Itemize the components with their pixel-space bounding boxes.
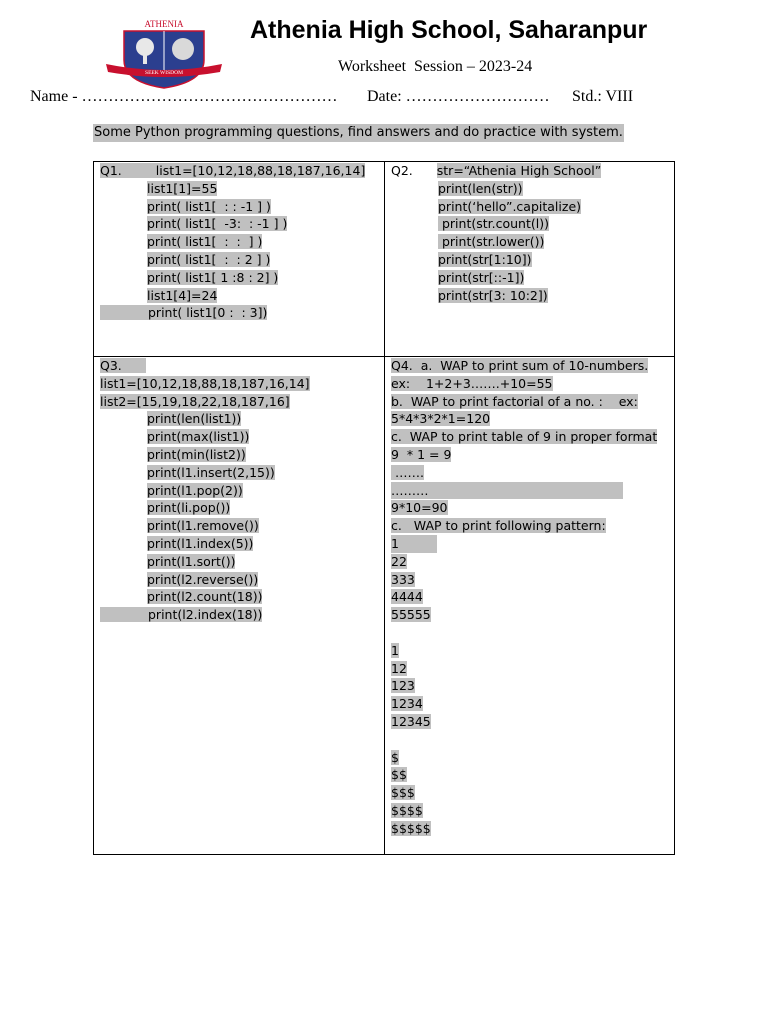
q4-text-line-text: 12345 bbox=[391, 713, 431, 729]
q4-text-line-text: $$$$ bbox=[391, 802, 423, 818]
q3-code-lines bbox=[100, 410, 380, 606]
q2-string-definition: str=“Athenia High School” bbox=[436, 163, 602, 178]
q3-code-line-text: print(min(list2)) bbox=[147, 446, 246, 462]
q4-text-line bbox=[391, 606, 671, 624]
q3-code-line bbox=[100, 571, 380, 589]
q4-text-line bbox=[391, 428, 671, 446]
q4-text-line bbox=[391, 464, 671, 482]
q4-text-line-text: $$$ bbox=[391, 785, 415, 801]
q2-code-line bbox=[391, 287, 671, 305]
school-logo bbox=[104, 18, 224, 90]
grid-vertical-divider bbox=[384, 162, 385, 854]
q1-code-line bbox=[100, 215, 380, 233]
name-field[interactable]: Name - ………………………………………… bbox=[30, 88, 338, 105]
q4-text-line bbox=[391, 660, 671, 678]
date-field[interactable]: Date: ……………………… bbox=[367, 88, 550, 105]
q4-text-line bbox=[391, 410, 671, 428]
q4-text-line bbox=[391, 731, 671, 749]
q4-text-line bbox=[391, 677, 671, 695]
q3-list2-definition: list2=[15,19,18,22,18,187,16] bbox=[100, 393, 290, 409]
q4-text-line-text: 55555 bbox=[391, 607, 431, 623]
q4-text-line-text: b. WAP to print factorial of a no. : ex: bbox=[391, 393, 638, 409]
q4-text-line-text: Q4. a. WAP to print sum of 10-numbers. bbox=[391, 358, 649, 373]
q3-code-line-text: print(l1.remove()) bbox=[147, 518, 259, 534]
q3-code-line bbox=[100, 464, 380, 482]
q3-code-line-text: print(l1.pop(2)) bbox=[147, 482, 243, 498]
q1-last-line: print( list1[0 : : 3]) bbox=[100, 305, 267, 320]
instructions: Some Python programming questions, find answers and do practice with system. bbox=[94, 125, 623, 140]
q2-code-line bbox=[391, 198, 671, 216]
q3-code-line bbox=[100, 428, 380, 446]
logo-motto: SEEK WISDOM bbox=[145, 70, 183, 76]
q1-code-line-text: print( list1[ 1 :8 : 2] ) bbox=[147, 269, 279, 285]
school-title: Athenia High School, Saharanpur bbox=[250, 16, 648, 44]
q1-label: Q1. bbox=[100, 163, 122, 178]
q3-label: Q3. bbox=[100, 358, 146, 373]
std-field: Std.: VIII bbox=[572, 88, 634, 105]
q2-code-lines bbox=[391, 180, 671, 305]
q3-code-line bbox=[100, 446, 380, 464]
q4-text-line bbox=[391, 393, 671, 411]
q4-text-line bbox=[391, 482, 671, 500]
q4-text-line bbox=[391, 766, 671, 784]
q4-text-line-text: 123 bbox=[391, 678, 415, 694]
q3-last-line: print(l2.index(18)) bbox=[100, 607, 262, 622]
q1-code-line-text: print( list1[ : : -1 ] ) bbox=[147, 198, 271, 214]
q4-text-line-text: ……. bbox=[391, 464, 424, 480]
q4-text-line-text: 12 bbox=[391, 660, 407, 676]
q3-code-line bbox=[100, 482, 380, 500]
q4-text-line-text: 4444 bbox=[391, 589, 423, 605]
question-grid bbox=[93, 161, 675, 855]
q1-code-line bbox=[100, 180, 380, 198]
q2-code-line-text: print(str[::-1]) bbox=[438, 269, 525, 285]
worksheet-subtitle: Worksheet Session – 2023-24 bbox=[338, 58, 533, 75]
q3-code-line-text: print(li.pop()) bbox=[147, 500, 231, 516]
q2-code-line bbox=[391, 180, 671, 198]
q4-text-line-text: c. WAP to print table of 9 in proper format bbox=[391, 429, 658, 445]
q4-text-line bbox=[391, 695, 671, 713]
q2-code-line bbox=[391, 269, 671, 287]
q3-code-line bbox=[100, 517, 380, 535]
q4-text-line bbox=[391, 357, 671, 375]
q3-code-line bbox=[100, 553, 380, 571]
q1-code-line bbox=[100, 198, 380, 216]
q4-text-line bbox=[391, 375, 671, 393]
q4-text-line-text: ex: 1+2+3…….+10=55 bbox=[391, 375, 553, 391]
q3-code-line-text: print(l2.reverse()) bbox=[147, 571, 259, 587]
q4-text-line bbox=[391, 642, 671, 660]
q4-text-line bbox=[391, 749, 671, 767]
question-2 bbox=[391, 162, 671, 304]
q4-text-line-text: 9*10=90 bbox=[391, 500, 448, 516]
q1-code-line-text: print( list1[ -3: : -1 ] ) bbox=[147, 216, 288, 232]
q1-code-line-text: print( list1[ : : ] ) bbox=[147, 234, 263, 250]
q3-code-line bbox=[100, 535, 380, 553]
q3-code-line-text: print(max(list1)) bbox=[147, 429, 250, 445]
q3-code-line-text: print(l1.sort()) bbox=[147, 553, 236, 569]
q2-code-line-text: print(‘hello”.capitalize) bbox=[438, 198, 582, 214]
q1-code-line-text: list1[4]=24 bbox=[147, 287, 218, 303]
q2-code-line-text: print(len(str)) bbox=[438, 180, 523, 196]
q4-text-line-text: 22 bbox=[391, 553, 407, 569]
q4-text-line-text: $$ bbox=[391, 767, 407, 783]
q4-text-line-text: 5*4*3*2*1=120 bbox=[391, 411, 491, 427]
q2-code-line-text: print(str[1:10]) bbox=[438, 251, 532, 267]
question-1 bbox=[100, 162, 380, 322]
q1-code-line bbox=[100, 251, 380, 269]
q4-text-line bbox=[391, 571, 671, 589]
q1-code-lines bbox=[100, 180, 380, 305]
q4-text-line-text: 9 * 1 = 9 bbox=[391, 446, 452, 462]
q2-code-line-text: print(str.count(l)) bbox=[438, 216, 549, 232]
q4-text-line-text: 1234 bbox=[391, 696, 423, 712]
q3-code-line bbox=[100, 588, 380, 606]
q4-lines bbox=[391, 357, 671, 838]
q1-code-line-text: print( list1[ : : 2 ] ) bbox=[147, 251, 271, 267]
q4-text-line-text: $$$$$ bbox=[391, 820, 431, 836]
q3-code-line-text: print(l2.count(18)) bbox=[147, 589, 263, 605]
q4-text-line bbox=[391, 553, 671, 571]
q1-list-definition: list1=[10,12,18,88,18,187,16,14] bbox=[155, 163, 366, 178]
q1-code-line bbox=[100, 233, 380, 251]
question-4 bbox=[391, 357, 671, 838]
q1-code-line bbox=[100, 287, 380, 305]
q4-text-line bbox=[391, 802, 671, 820]
q1-code-line bbox=[100, 269, 380, 287]
q4-text-line-text: ……… bbox=[391, 482, 623, 500]
q4-text-line-text: $ bbox=[391, 749, 399, 765]
q2-code-line bbox=[391, 215, 671, 233]
q4-text-line bbox=[391, 446, 671, 464]
q3-list1-definition: list1=[10,12,18,88,18,187,16,14] bbox=[100, 375, 310, 391]
q3-code-line bbox=[100, 410, 380, 428]
q4-text-line bbox=[391, 820, 671, 838]
q3-code-line bbox=[100, 499, 380, 517]
q3-code-line-text: print(l1.index(5)) bbox=[147, 535, 254, 551]
q2-code-line-text: print(str[3: 10:2]) bbox=[438, 287, 548, 303]
question-3 bbox=[100, 357, 380, 624]
q4-text-line bbox=[391, 784, 671, 802]
q2-code-line bbox=[391, 251, 671, 269]
q3-code-line-text: print(len(list1)) bbox=[147, 411, 242, 427]
q3-code-line-text: print(l1.insert(2,15)) bbox=[147, 464, 275, 480]
q4-text-line bbox=[391, 624, 671, 642]
q4-text-line-text: c. WAP to print following pattern: bbox=[391, 518, 606, 534]
q4-text-line-text: 333 bbox=[391, 571, 415, 587]
q4-text-line bbox=[391, 499, 671, 517]
q2-code-line-text: print(str.lower()) bbox=[438, 234, 545, 250]
logo-text: ATHENIA bbox=[144, 19, 184, 29]
q4-text-line bbox=[391, 588, 671, 606]
q4-text-line bbox=[391, 535, 671, 553]
q2-label: Q2. bbox=[391, 163, 413, 178]
q4-text-line bbox=[391, 713, 671, 731]
q1-code-line-text: list1[1]=55 bbox=[147, 180, 218, 196]
q4-text-line-text: 1 bbox=[391, 642, 399, 658]
q4-text-line bbox=[391, 517, 671, 535]
q2-code-line bbox=[391, 233, 671, 251]
q4-text-line-text: 1 bbox=[391, 535, 437, 553]
